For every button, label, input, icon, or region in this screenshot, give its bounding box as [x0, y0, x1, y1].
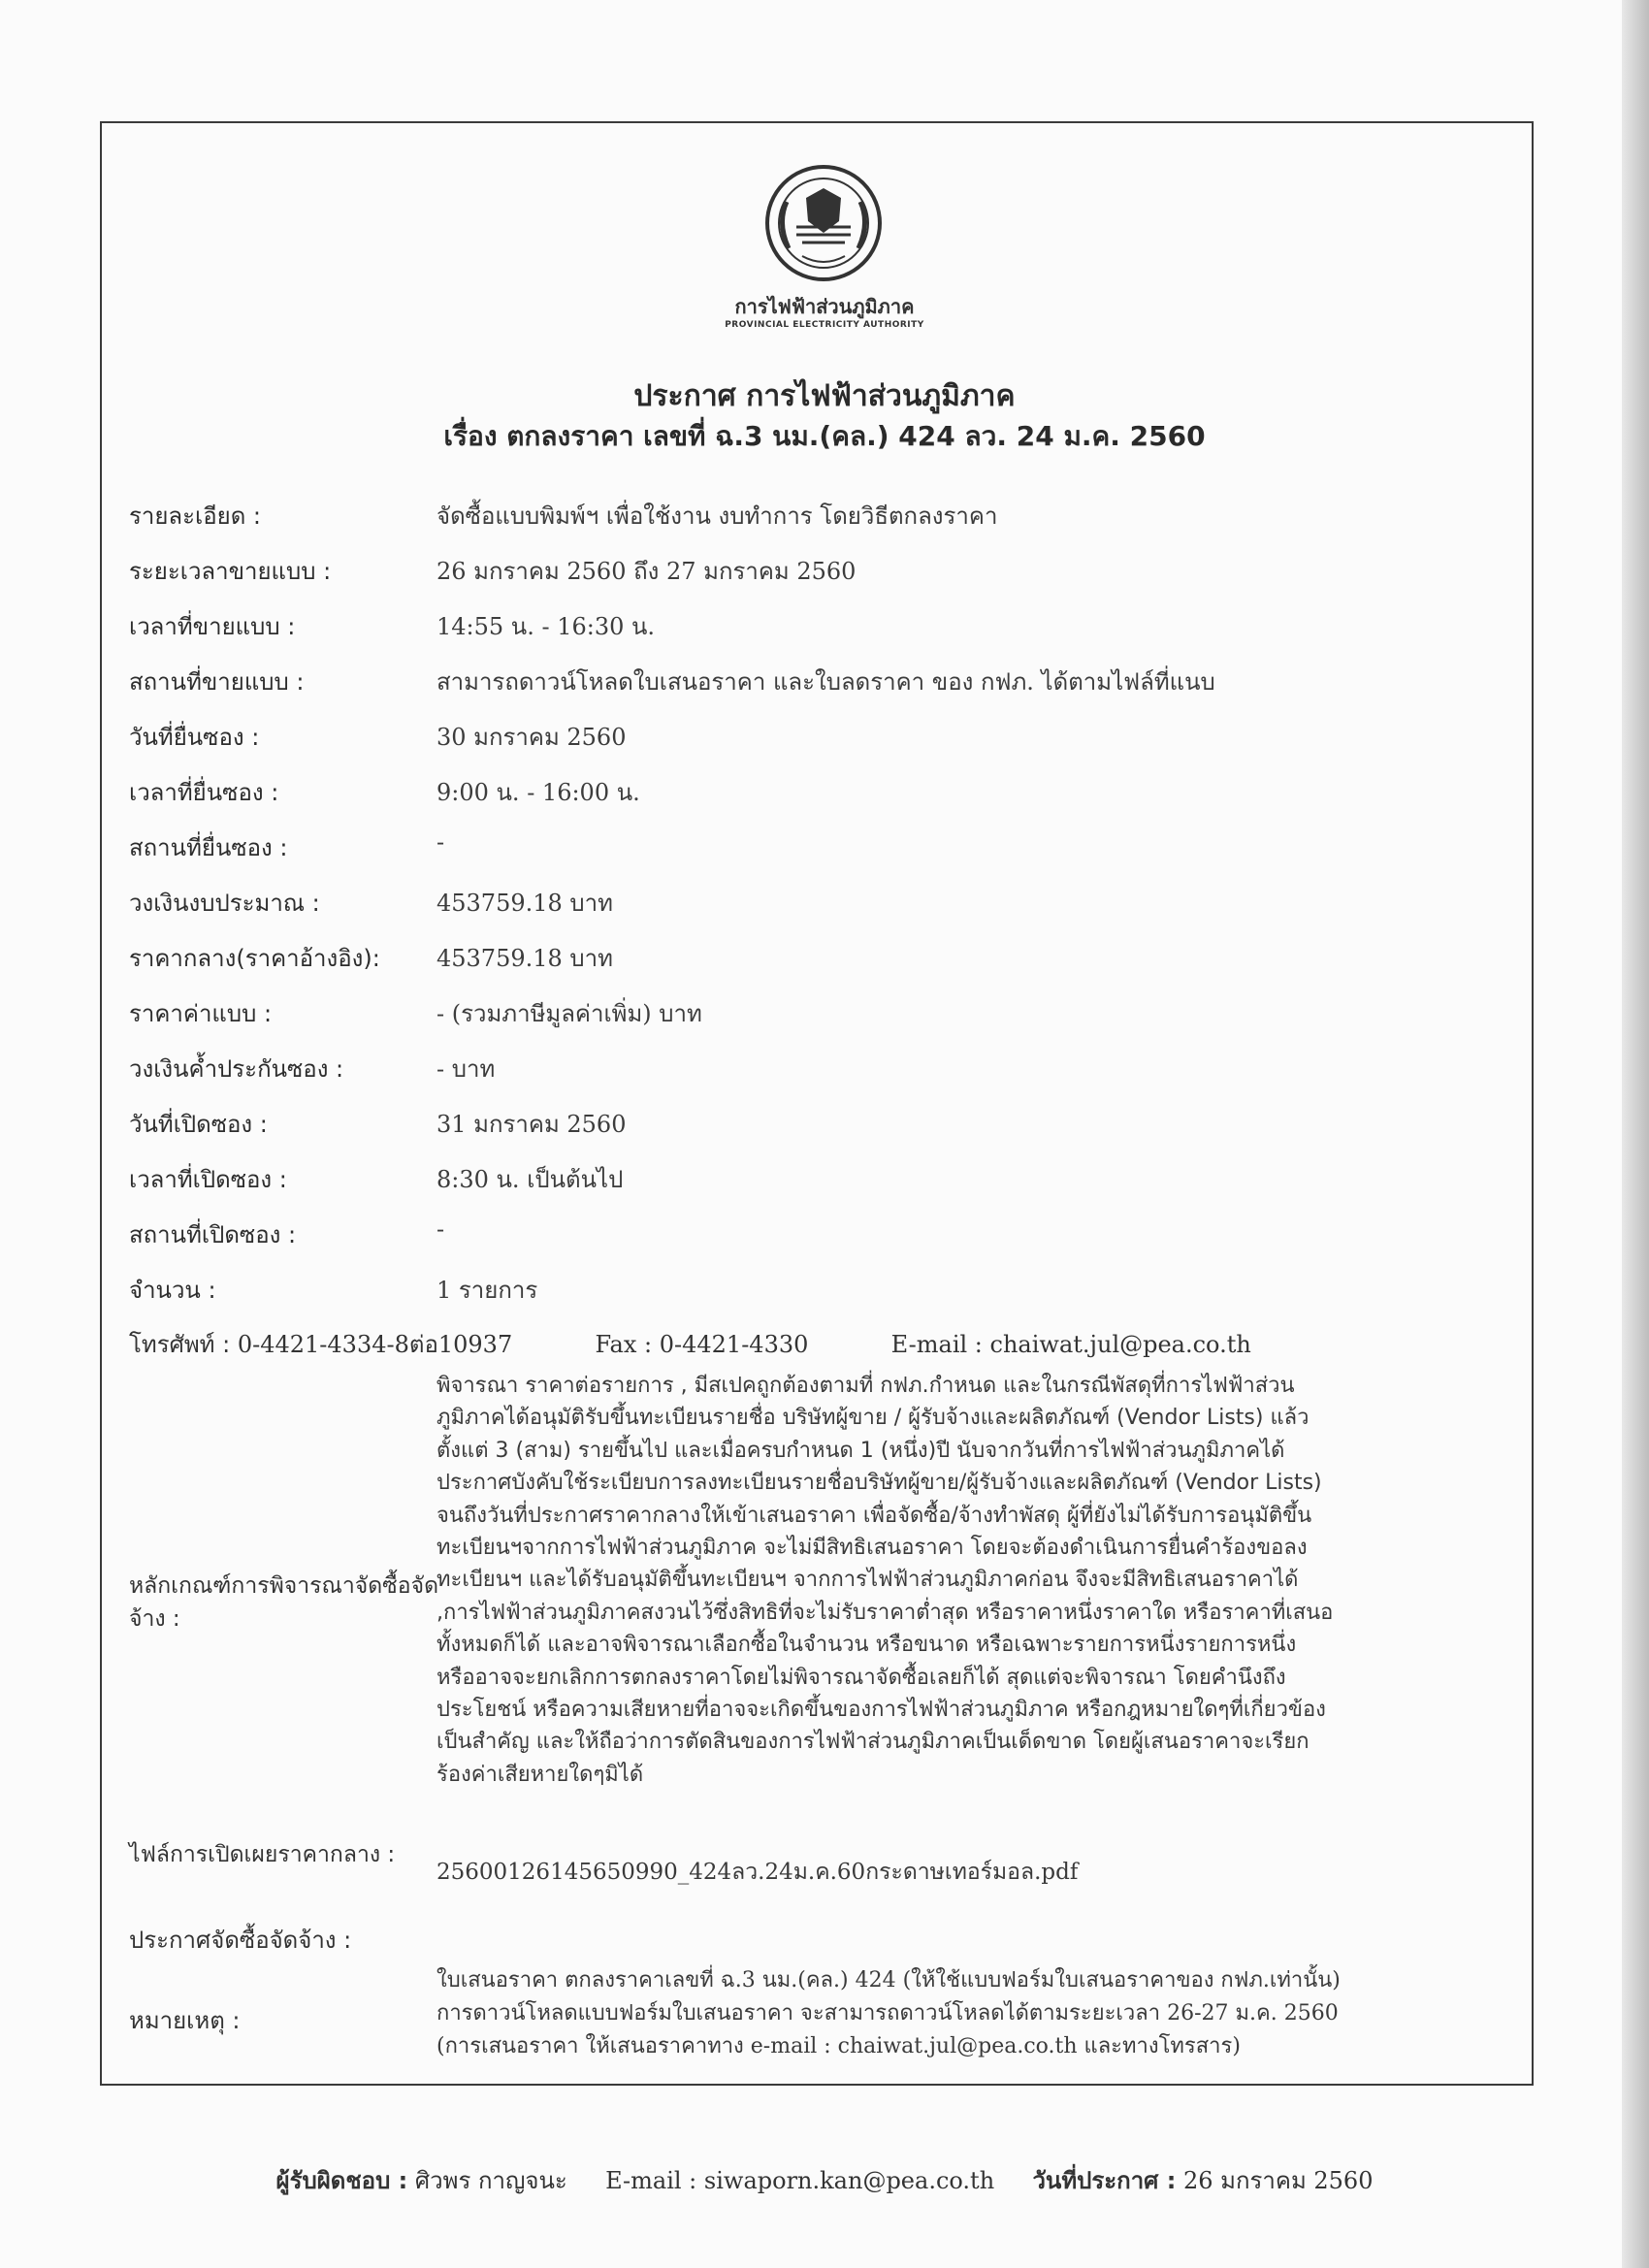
criteria-line: ประโยชน์ หรือความเสียหายที่อาจจะเกิดขึ้นของการไฟฟ้าส่วนภูมิภาค หรือกฎหมายใดๆที่เกี่ยวข้อง — [436, 1698, 1326, 1723]
field-row — [129, 1050, 1506, 1092]
email-label: E-mail : — [890, 1331, 983, 1358]
criteria-line: ทะเบียนฯ และได้รับอนุมัติขึ้นทะเบียนฯ จากการไฟฟ้าส่วนภูมิภาคก่อน จึงจะมีสิทธิเสนอราคาได้ — [436, 1568, 1299, 1593]
field-row — [129, 1105, 1506, 1148]
field-label: ราคาค่าแบบ : — [129, 1000, 273, 1027]
criteria-line: ,การไฟฟ้าส่วนภูมิภาคสงวนไว้ซึ่งสิทธิที่จะไม่รับราคาต่ำสุด หรือราคาหนึ่งราคาใด หรือราคาที่เสนอ — [436, 1600, 1334, 1625]
field-label: วันที่ยื่นซอง : — [129, 724, 260, 751]
field-label: เวลาที่ยื่นซอง : — [129, 779, 279, 806]
field-row — [129, 718, 1506, 761]
field-row — [129, 828, 1506, 871]
phone-value: 0-4421-4334-8ต่อ10937 — [237, 1331, 513, 1358]
announce-date: 26 มกราคม 2560 — [1183, 2167, 1374, 2194]
footer-line — [0, 2161, 1649, 2199]
criteria-text — [436, 1370, 1542, 1791]
field-row — [129, 1271, 1506, 1313]
note-text — [436, 1964, 1533, 2063]
field-row — [129, 939, 1506, 982]
announcement-label: ประกาศจัดซื้อจัดจ้าง : — [129, 1927, 352, 1954]
field-value: - บาท — [436, 1055, 496, 1083]
field-row — [129, 1215, 1506, 1258]
field-label: วันที่เปิดซอง : — [129, 1111, 268, 1138]
price-file-link[interactable]: 25600126145650990_424ลว.24ม.ค.60กระดาษเทอร์มอล.pdf — [436, 1860, 1079, 1885]
criteria-line: ทั้งหมดก็ได้ และอาจพิจารณาเลือกซื้อในจำนวน หรือขนาด หรือเฉพาะรายการหนึ่งรายการหนึ่ง — [436, 1633, 1297, 1658]
criteria-line: ตั้งแต่ 3 (สาม) รายขึ้นไป และเมื่อครบกำหนด 1 (หนึ่ง)ปี นับจากวันที่การไฟฟ้าส่วนภูมิภาคได้ — [436, 1438, 1285, 1463]
org-name-th: การไฟฟ้าส่วนภูมิภาค — [734, 295, 915, 318]
responsible-name: ศิวพร กาญจนะ — [414, 2167, 567, 2194]
criteria-line: ทะเบียนฯจากการไฟฟ้าส่วนภูมิภาค จะไม่มีสิทธิเสนอราคา โดยจะต้องดำเนินการยื่นคำร้องขอลง — [436, 1536, 1308, 1561]
field-value: 14:55 น. - 16:30 น. — [436, 613, 656, 640]
field-value: จัดซื้อแบบพิมพ์ฯ เพื่อใช้งาน งบทำการ โดยวิธีตกลงราคา — [436, 502, 998, 530]
field-value: 1 รายการ — [436, 1277, 538, 1304]
contact-line — [129, 1325, 1251, 1363]
scan-edge-shadow — [1622, 0, 1649, 2268]
announcement-subject: เรื่อง ตกลงราคา เลขที่ ฉ.3 นม.(คล.) 424 ลว. 24 ม.ค. 2560 — [443, 420, 1206, 452]
field-row — [129, 663, 1506, 705]
announcement-title: ประกาศ การไฟฟ้าส่วนภูมิภาค — [633, 379, 1016, 413]
field-label: เวลาที่เปิดซอง : — [129, 1166, 287, 1193]
org-name-en: PROVINCIAL ELECTRICITY AUTHORITY — [725, 320, 924, 330]
footer-email-label: E-mail : — [605, 2167, 697, 2194]
criteria-line: ประกาศบังคับใช้ระเบียบการลงทะเบียนรายชื่อบริษัทผู้ขาย/ผู้รับจ้างและผลิตภัณฑ์ (Vendor Lists) — [436, 1471, 1322, 1496]
field-value: 453759.18 บาท — [436, 945, 613, 972]
field-row — [129, 884, 1506, 926]
note-line: (การเสนอราคา ให้เสนอราคาทาง e-mail : chaiwat.jul@pea.co.th และทางโทรสาร) — [436, 2034, 1241, 2058]
field-label: สถานที่ขายแบบ : — [129, 668, 305, 696]
email-link[interactable]: chaiwat.jul@pea.co.th — [989, 1331, 1251, 1358]
field-row — [129, 1160, 1506, 1203]
field-label: รายละเอียด : — [129, 502, 262, 530]
field-label: ราคากลาง(ราคาอ้างอิง): — [129, 945, 380, 972]
pea-seal-icon — [763, 163, 884, 283]
field-value: 453759.18 บาท — [436, 890, 613, 917]
field-value: 26 มกราคม 2560 ถึง 27 มกราคม 2560 — [436, 558, 857, 585]
field-label: เวลาที่ขายแบบ : — [129, 613, 296, 640]
announce-date-label: วันที่ประกาศ : — [1032, 2167, 1177, 2194]
field-value: - — [436, 1215, 445, 1243]
file-label: ไฟล์การเปิดเผยราคากลาง : — [129, 1842, 396, 1867]
field-value: 31 มกราคม 2560 — [436, 1111, 627, 1138]
field-label: วงเงินค้ำประกันซอง : — [129, 1055, 344, 1083]
criteria-line: จนถึงวันที่ประกาศราคากลางให้เข้าเสนอราคา เพื่อจัดซื้อ/จ้างทำพัสดุ ผู้ที่ยังไม่ได้รับการอนุมัติขึ้น — [436, 1503, 1312, 1528]
field-label: สถานที่เปิดซอง : — [129, 1221, 297, 1248]
field-value: 8:30 น. เป็นต้นไป — [436, 1166, 624, 1193]
field-row — [129, 497, 1506, 539]
field-value: 30 มกราคม 2560 — [436, 724, 627, 751]
field-value: 9:00 น. - 16:00 น. — [436, 779, 640, 806]
criteria-line: ร้องค่าเสียหายใดๆมิได้ — [436, 1762, 644, 1787]
field-row — [129, 607, 1506, 650]
criteria-line: หรืออาจจะยกเลิกการตกลงราคาโดยไม่พิจารณาจัดซื้อเลยก็ได้ สุดแต่จะพิจารณา โดยคำนึงถึง — [436, 1665, 1286, 1690]
criteria-line: เป็นสำคัญ และให้ถือว่าการตัดสินของการไฟฟ้าส่วนภูมิภาคเป็นเด็ดขาด โดยผู้เสนอราคาจะเรียก — [436, 1730, 1310, 1755]
phone-label: โทรศัพท์ : — [129, 1331, 231, 1358]
fax-label: Fax : — [595, 1331, 653, 1358]
note-label: หมายเหตุ : — [129, 2007, 241, 2034]
field-row — [129, 773, 1506, 816]
note-line: ใบเสนอราคา ตกลงราคาเลขที่ ฉ.3 นม.(คล.) 424 (ให้ใช้แบบฟอร์มใบเสนอราคาของ กฟภ.เท่านั้น) — [436, 1968, 1341, 1993]
criteria-line: ภูมิภาคได้อนุมัติรับขึ้นทะเบียนรายชื่อ บริษัทผู้ขาย / ผู้รับจ้างและผลิตภัณฑ์ (Vendor Lists) แล้ว — [436, 1406, 1310, 1431]
field-value: สามารถดาวน์โหลดใบเสนอราคา และใบลดราคา ของ กฟภ. ได้ตามไฟล์ที่แนบ — [436, 668, 1215, 696]
field-value: - — [436, 828, 445, 856]
field-label: วงเงินงบประมาณ : — [129, 890, 320, 917]
fax-value: 0-4421-4330 — [659, 1331, 809, 1358]
field-row — [129, 994, 1506, 1037]
field-label: สถานที่ยื่นซอง : — [129, 834, 288, 861]
field-label: จำนวน : — [129, 1277, 216, 1304]
field-value: - (รวมภาษีมูลค่าเพิ่ม) บาท — [436, 1000, 702, 1027]
footer-email-link[interactable]: siwaporn.kan@pea.co.th — [703, 2167, 995, 2194]
field-label: ระยะเวลาขายแบบ : — [129, 558, 332, 585]
field-row — [129, 552, 1506, 595]
criteria-line: พิจารณา ราคาต่อรายการ , มีสเปคถูกต้องตามที่ กฟภ.กำหนด และในกรณีพัสดุที่การไฟฟ้าส่วน — [436, 1374, 1295, 1398]
criteria-label: หลักเกณฑ์การพิจารณาจัดซื้อจัดจ้าง : — [129, 1573, 439, 1632]
responsible-label: ผู้รับผิดชอบ : — [275, 2167, 408, 2194]
note-line: การดาวน์โหลดแบบฟอร์มใบเสนอราคา จะสามารถดาวน์โหลดได้ตามระยะเวลา 26-27 ม.ค. 2560 — [436, 2001, 1339, 2025]
